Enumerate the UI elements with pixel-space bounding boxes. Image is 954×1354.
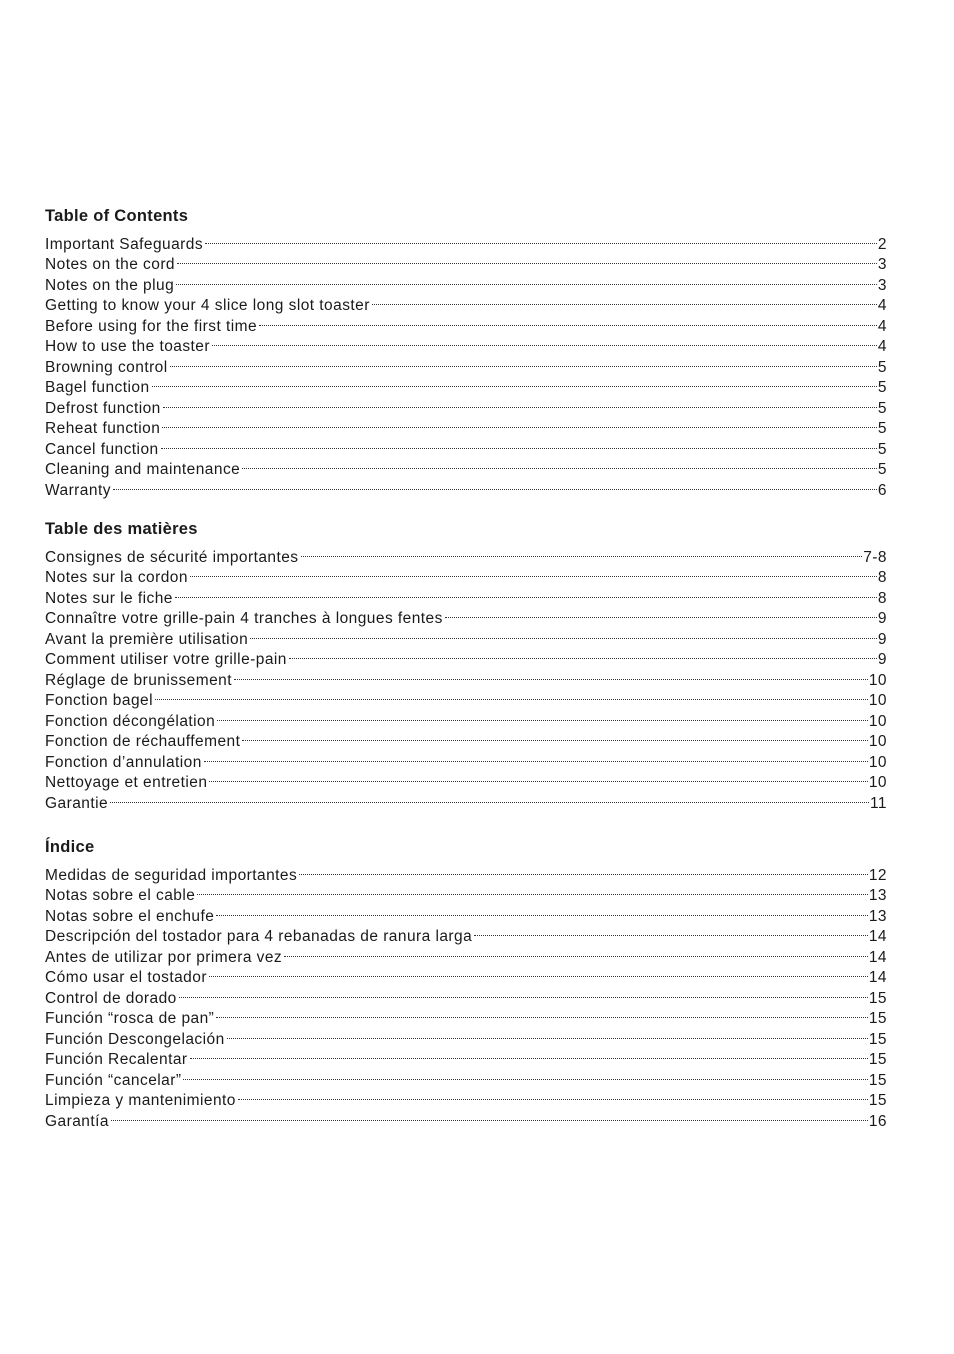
toc-entry-title: Browning control (45, 358, 168, 376)
toc-entry[interactable] (45, 228, 887, 253)
toc-entry-page-number: 2 (877, 235, 887, 253)
dot-leader (283, 941, 868, 962)
toc-entry[interactable] (45, 454, 887, 478)
toc-entry-title: Garantie (45, 794, 109, 812)
toc-entry-page-number: 4 (877, 338, 887, 355)
toc-entry-title: Control de dorado (45, 989, 177, 1007)
toc-entry-title: Función Recalentar (45, 1051, 188, 1068)
toc-entry-page-number: 15 (868, 1030, 887, 1048)
dot-leader (204, 228, 877, 249)
toc-section-spanish (45, 836, 887, 1130)
toc-entry-page-number: 10 (868, 753, 887, 771)
toc-entry-title: Nettoyage et entretien (45, 774, 208, 791)
toc-entry-page-number: 10 (868, 733, 887, 750)
toc-entry[interactable] (45, 705, 887, 730)
dot-leader (208, 767, 867, 788)
toc-section-french (45, 518, 887, 812)
toc-entry-title: Getting to know your 4 slice long slot toaster (45, 297, 370, 314)
toc-entry-page-number: 5 (877, 440, 887, 458)
toc-entry[interactable] (45, 413, 887, 437)
dot-leader (215, 900, 868, 921)
toc-entry-title: Fonction de réchauffement (45, 733, 241, 750)
toc-list-french (45, 541, 887, 812)
toc-entry-page-number: 9 (877, 651, 887, 668)
toc-entry-title: Consignes de sécurité importantes (45, 548, 299, 566)
toc-entry-title: Garantía (45, 1112, 109, 1130)
toc-entry[interactable] (45, 433, 887, 458)
toc-entry-page-number: 13 (868, 907, 887, 925)
toc-entry-title: Antes de utilizar por primera vez (45, 948, 283, 966)
toc-entry-page-number: 3 (877, 276, 887, 294)
toc-entry-title: Avant la première utilisation (45, 630, 249, 648)
toc-entry-page-number: 15 (868, 1051, 887, 1068)
toc-entry[interactable] (45, 859, 887, 884)
toc-heading-spanish: Índice (45, 838, 95, 856)
toc-entry-page-number: 8 (877, 569, 887, 586)
toc-entry-title: Reheat function (45, 420, 161, 437)
toc-entry-title: Notes sur le fiche (45, 589, 173, 607)
toc-entry-page-number: 10 (868, 692, 887, 709)
toc-entry-title: Notas sobre el cable (45, 887, 196, 904)
toc-entry-page-number: 14 (868, 948, 887, 966)
dot-leader (371, 290, 877, 311)
dot-leader (151, 372, 877, 393)
toc-entry-page-number: 9 (877, 630, 887, 648)
toc-entry-page-number: 5 (877, 358, 887, 376)
toc-list-spanish (45, 859, 887, 1130)
toc-entry-title: Warranty (45, 481, 111, 499)
dot-leader (154, 685, 868, 706)
dot-leader (162, 392, 877, 413)
toc-entry-page-number: 4 (877, 297, 887, 314)
dot-leader (112, 474, 877, 495)
toc-entry-title: Función “rosca de pan” (45, 1010, 215, 1027)
toc-entry-page-number: 16 (868, 1112, 887, 1130)
dot-leader (226, 1023, 868, 1044)
toc-entry-page-number: 12 (868, 866, 887, 884)
toc-entry-title: Fonction d’annulation (45, 753, 202, 771)
toc-entry-page-number: 10 (868, 712, 887, 730)
toc-entry-title: Función Descongelación (45, 1030, 225, 1048)
toc-entry-page-number: 9 (877, 610, 887, 627)
dot-leader (258, 310, 877, 331)
dot-leader (161, 413, 877, 434)
toc-entry-page-number: 13 (868, 887, 887, 904)
dot-leader (233, 664, 868, 685)
toc-entry-page-number: 8 (877, 589, 887, 607)
toc-entry-page-number: 10 (868, 671, 887, 689)
dot-leader (215, 1003, 868, 1024)
dot-leader (175, 269, 877, 290)
toc-entry[interactable] (45, 474, 887, 499)
toc-entry-page-number: 11 (870, 794, 887, 812)
dot-leader (174, 582, 877, 603)
toc-entry[interactable] (45, 392, 887, 417)
dot-leader (110, 1105, 868, 1126)
toc-entry-title: Réglage de brunissement (45, 671, 232, 689)
dot-leader (196, 880, 868, 901)
dot-leader (288, 644, 877, 665)
toc-entry-page-number: 15 (868, 1010, 887, 1027)
dot-leader (208, 962, 868, 983)
toc-entry-page-number: 4 (877, 317, 887, 335)
toc-entry-title: Notes sur la cordon (45, 569, 188, 586)
dot-leader (216, 705, 868, 726)
toc-entry-title: Connaître votre grille-pain 4 tranches à longues fentes (45, 610, 443, 627)
dot-leader (444, 603, 877, 624)
dot-leader (298, 859, 868, 880)
toc-entry-page-number: 10 (868, 774, 887, 791)
dot-leader (189, 562, 877, 583)
toc-entry-title: Notes on the cord (45, 256, 176, 273)
toc-entry-page-number: 5 (877, 399, 887, 417)
toc-entry[interactable] (45, 685, 887, 709)
dot-leader (178, 982, 868, 1003)
toc-entry-title: Limpieza y mantenimiento (45, 1092, 236, 1109)
dot-leader (176, 249, 877, 270)
dot-leader (473, 921, 868, 942)
toc-entry-title: Medidas de seguridad importantes (45, 866, 298, 884)
dot-leader (300, 541, 863, 562)
toc-entry-title: Cancel function (45, 440, 159, 458)
dot-leader (203, 746, 868, 767)
dot-leader (182, 1064, 867, 1085)
dot-leader (241, 454, 877, 475)
dot-leader (169, 351, 877, 372)
toc-entry-title: How to use the toaster (45, 338, 210, 355)
toc-entry-title: Bagel function (45, 379, 150, 396)
toc-entry-page-number: 15 (868, 1092, 887, 1109)
toc-entry[interactable] (45, 1105, 887, 1130)
toc-entry-page-number: 5 (877, 420, 887, 437)
dot-leader (109, 787, 869, 808)
toc-entry-title: Notes on the plug (45, 276, 175, 294)
toc-entry-title: Cleaning and maintenance (45, 461, 241, 478)
toc-entry-title: Descripción del tostador para 4 rebanadas de ranura larga (45, 928, 473, 945)
toc-entry-title: Comment utiliser votre grille-pain (45, 651, 287, 668)
toc-entry-title: Before using for the first time (45, 317, 258, 335)
toc-entry-title: Important Safeguards (45, 235, 204, 253)
dot-leader (241, 726, 867, 747)
dot-leader (211, 331, 877, 352)
toc-entry-page-number: 14 (868, 969, 887, 986)
toc-entry-page-number: 7-8 (863, 548, 887, 566)
toc-entry-title: Notas sobre el enchufe (45, 907, 215, 925)
toc-heading-french: Table des matières (45, 520, 198, 538)
toc-entry-page-number: 5 (877, 379, 887, 396)
toc-entry-page-number: 5 (877, 461, 887, 478)
dot-leader (237, 1085, 868, 1106)
toc-entry[interactable] (45, 541, 887, 566)
toc-entry-title: Defrost function (45, 399, 161, 417)
toc-entry[interactable] (45, 351, 887, 376)
toc-entry-title: Cómo usar el tostador (45, 969, 207, 986)
toc-section-english (45, 205, 887, 499)
toc-entry[interactable] (45, 787, 887, 812)
toc-entry-page-number: 15 (868, 1071, 887, 1089)
toc-entry-page-number: 3 (877, 256, 887, 273)
toc-heading-english: Table of Contents (45, 207, 189, 225)
toc-entry-page-number: 6 (877, 481, 887, 499)
toc-entry-title: Función “cancelar” (45, 1071, 182, 1089)
dot-leader (249, 623, 877, 644)
toc-entry-page-number: 14 (868, 928, 887, 945)
toc-entry-title: Fonction bagel (45, 692, 153, 709)
toc-entry[interactable] (45, 372, 887, 396)
toc-list-english (45, 228, 887, 499)
toc-entry-page-number: 15 (868, 989, 887, 1007)
dot-leader (189, 1044, 868, 1065)
dot-leader (160, 433, 877, 454)
toc-entry-title: Fonction décongélation (45, 712, 216, 730)
